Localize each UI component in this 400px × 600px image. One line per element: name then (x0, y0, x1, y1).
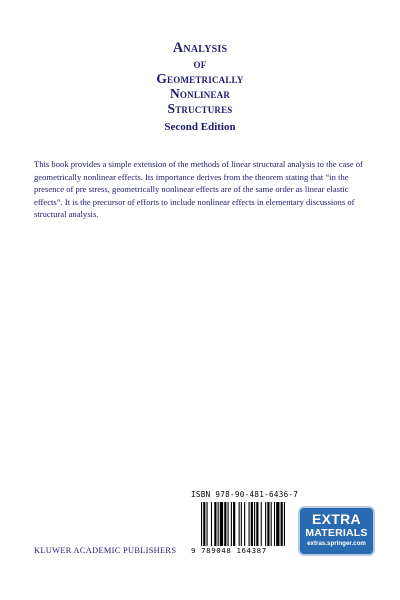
title-line-5: Structures (167, 101, 233, 116)
extra-materials-badge (298, 506, 375, 556)
book-description: This book provides a simple extension of the methods of linear structural analysis to the case of geometrically nonlinear effects. Its importance derives from the theorem stating that “in the presence of pre stress, geometrically nonlinear effects are of the same order as linear elastic effects”. It is the precursor of efforts to include nonlinear effects in elementary discussions of structural analysis. (34, 159, 363, 219)
barcode-digits: 9 789048 164387 (191, 546, 267, 555)
badge-url: extras.springer.com (307, 540, 366, 547)
title-line-1: Analysis (172, 40, 228, 56)
book-title (0, 41, 400, 133)
title-line-2: of (193, 56, 207, 71)
badge-line-1: EXTRA (312, 511, 361, 527)
edition-label: Second Edition (164, 121, 236, 133)
barcode-icon (201, 502, 285, 546)
title-line-3: Geometrically (156, 71, 244, 86)
title-line-4: Nonlinear (169, 86, 231, 101)
isbn-barcode-block (191, 490, 299, 560)
badge-line-2: MATERIALS (305, 527, 368, 539)
isbn-label: ISBN 978-90-481-6436-7 (191, 490, 299, 499)
publisher-name: KLUWER ACADEMIC PUBLISHERS (34, 546, 177, 555)
